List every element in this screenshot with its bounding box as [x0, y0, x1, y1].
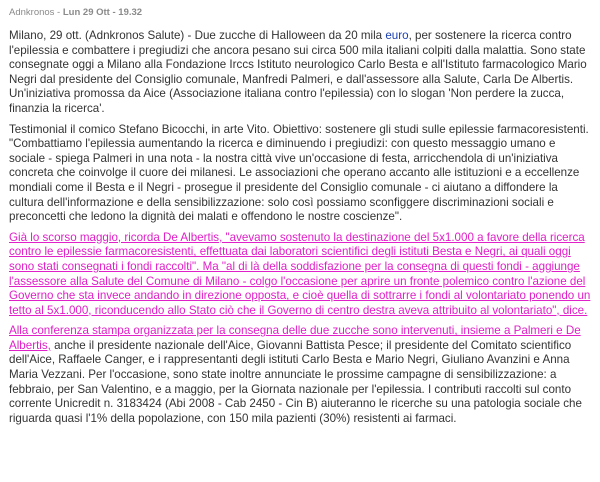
- article-paragraph-1: [9, 29, 591, 117]
- news-source: Adnkronos: [9, 7, 55, 18]
- article-paragraph-2: Testimonial il comico Stefano Bicocchi, in arte Vito. Obiettivo: sostenere gli studi sulle epilessie farmacoresistenti. "Combattiamo l'epilessia aumentando la ricerca e diminuendo i pregiudizi: con questo messaggio umano e sociale - spiega Palmeri in una nota - la nostra città vive un'occasione di festa, arricchendola di un'iniziativa concreta che coinvolge il cuore dei milanesi. Le associazioni che operano accanto alle istituzioni e a eccellenze mondiali come il Besta e il Negri - prosegue il presidente del Consiglio comunale - ci aiutano a diffondere la cultura dell'informazione e della sensibilizzazione: solo così possiamo sconfiggere discriminazioni sociali e preconcetti che ledono la dignità dei malati e offendono le nostre coscienze".: [9, 122, 589, 224]
- article-paragraph-3: [9, 231, 591, 319]
- paragraph-1-rest: , per sostenere la ricerca contro l'epilessia e combattere i pregiudizi che ancora pesano sui circa 500 mila italiani colpiti dalla malattia. Sono state consegnate oggi a Milano alla Fondazione Irccs Istituto neurologico Carlo Besta e all'Istituto farmacologico Mario Negri dal presidente del Consiglio comunale, Manfredi Palmeri, e dall'assessore alla Salute, Carla De Albertis. Un'iniziativa promossa da Aice (Associazione italiana contro l'epilessia) con lo slogan 'Non perdere la zucca, finanzia la ricerca'.: [9, 29, 587, 115]
- meta-separator: -: [54, 7, 63, 18]
- highlighted-link-paragraph-4[interactable]: Alla conferenza stampa organizzata per la consegna delle due zucche sono intervenuti, insieme a Palmeri e De Albertis,: [9, 324, 581, 352]
- highlighted-link-paragraph-3[interactable]: Già lo scorso maggio, ricorda De Albertis, "avevamo sostenuto la destinazione del 5x1.000 a favore della ricerca contro le epilessie farmacoresistenti, effettuata dai laboratori scientifici degli istituti Besta e Negri, ai quali oggi sono stati consegnati i fondi raccolti". Ma "al di là della soddisfazione per la consegna di questi fondi - aggiunge l'assessore alla Salute del Comune di Milano - colgo l'occasione per aprire un fronte polemico contro l'azione del Governo che sta invece andando in direzione opposta, e cioè quella di sottrarre i fondi al volontariato ponendo un tetto al 5x1.000, riconducendo allo Stato ciò che il Governo di centro destra aveva attribuito al volontariato", dice.: [9, 230, 591, 317]
- paragraph-1-lead: Milano, 29 ott. (Adnkronos Salute) - Due zucche di Halloween da 20 mila: [9, 29, 386, 42]
- article-page: [9, 0, 591, 426]
- publish-date: Lun 29 Ott - 19.32: [62, 7, 143, 18]
- article-paragraph-4: [9, 324, 591, 426]
- paragraph-4-rest: anche il presidente nazionale dell'Aice, Giovanni Battista Pesce; il presidente del Comitato scientifico dell'Aice, Raffaele Canger, e i rappresentanti degli istituti Carlo Besta e Mario Negri, Giuliano Avanzini e Anna Maria Vezzani. Per l'occasione, sono state inoltre annunciate le prossime campagne di sensibilizzazione: a febbraio, per San Valentino, e a maggio, per la Giornata nazionale per l'epilessia. I contributi raccolti sul conto corrente Unicredit n. 3183424 (Abi 2008 - Cab 2450 - Cin B) aiuteranno le ricerche su una patologia sociale che riguarda quasi l'1% della popolazione, con 150 mila pazienti (30%) resistenti ai farmaci.: [9, 338, 582, 425]
- euro-link[interactable]: euro: [385, 29, 409, 42]
- article-meta: [9, 7, 591, 19]
